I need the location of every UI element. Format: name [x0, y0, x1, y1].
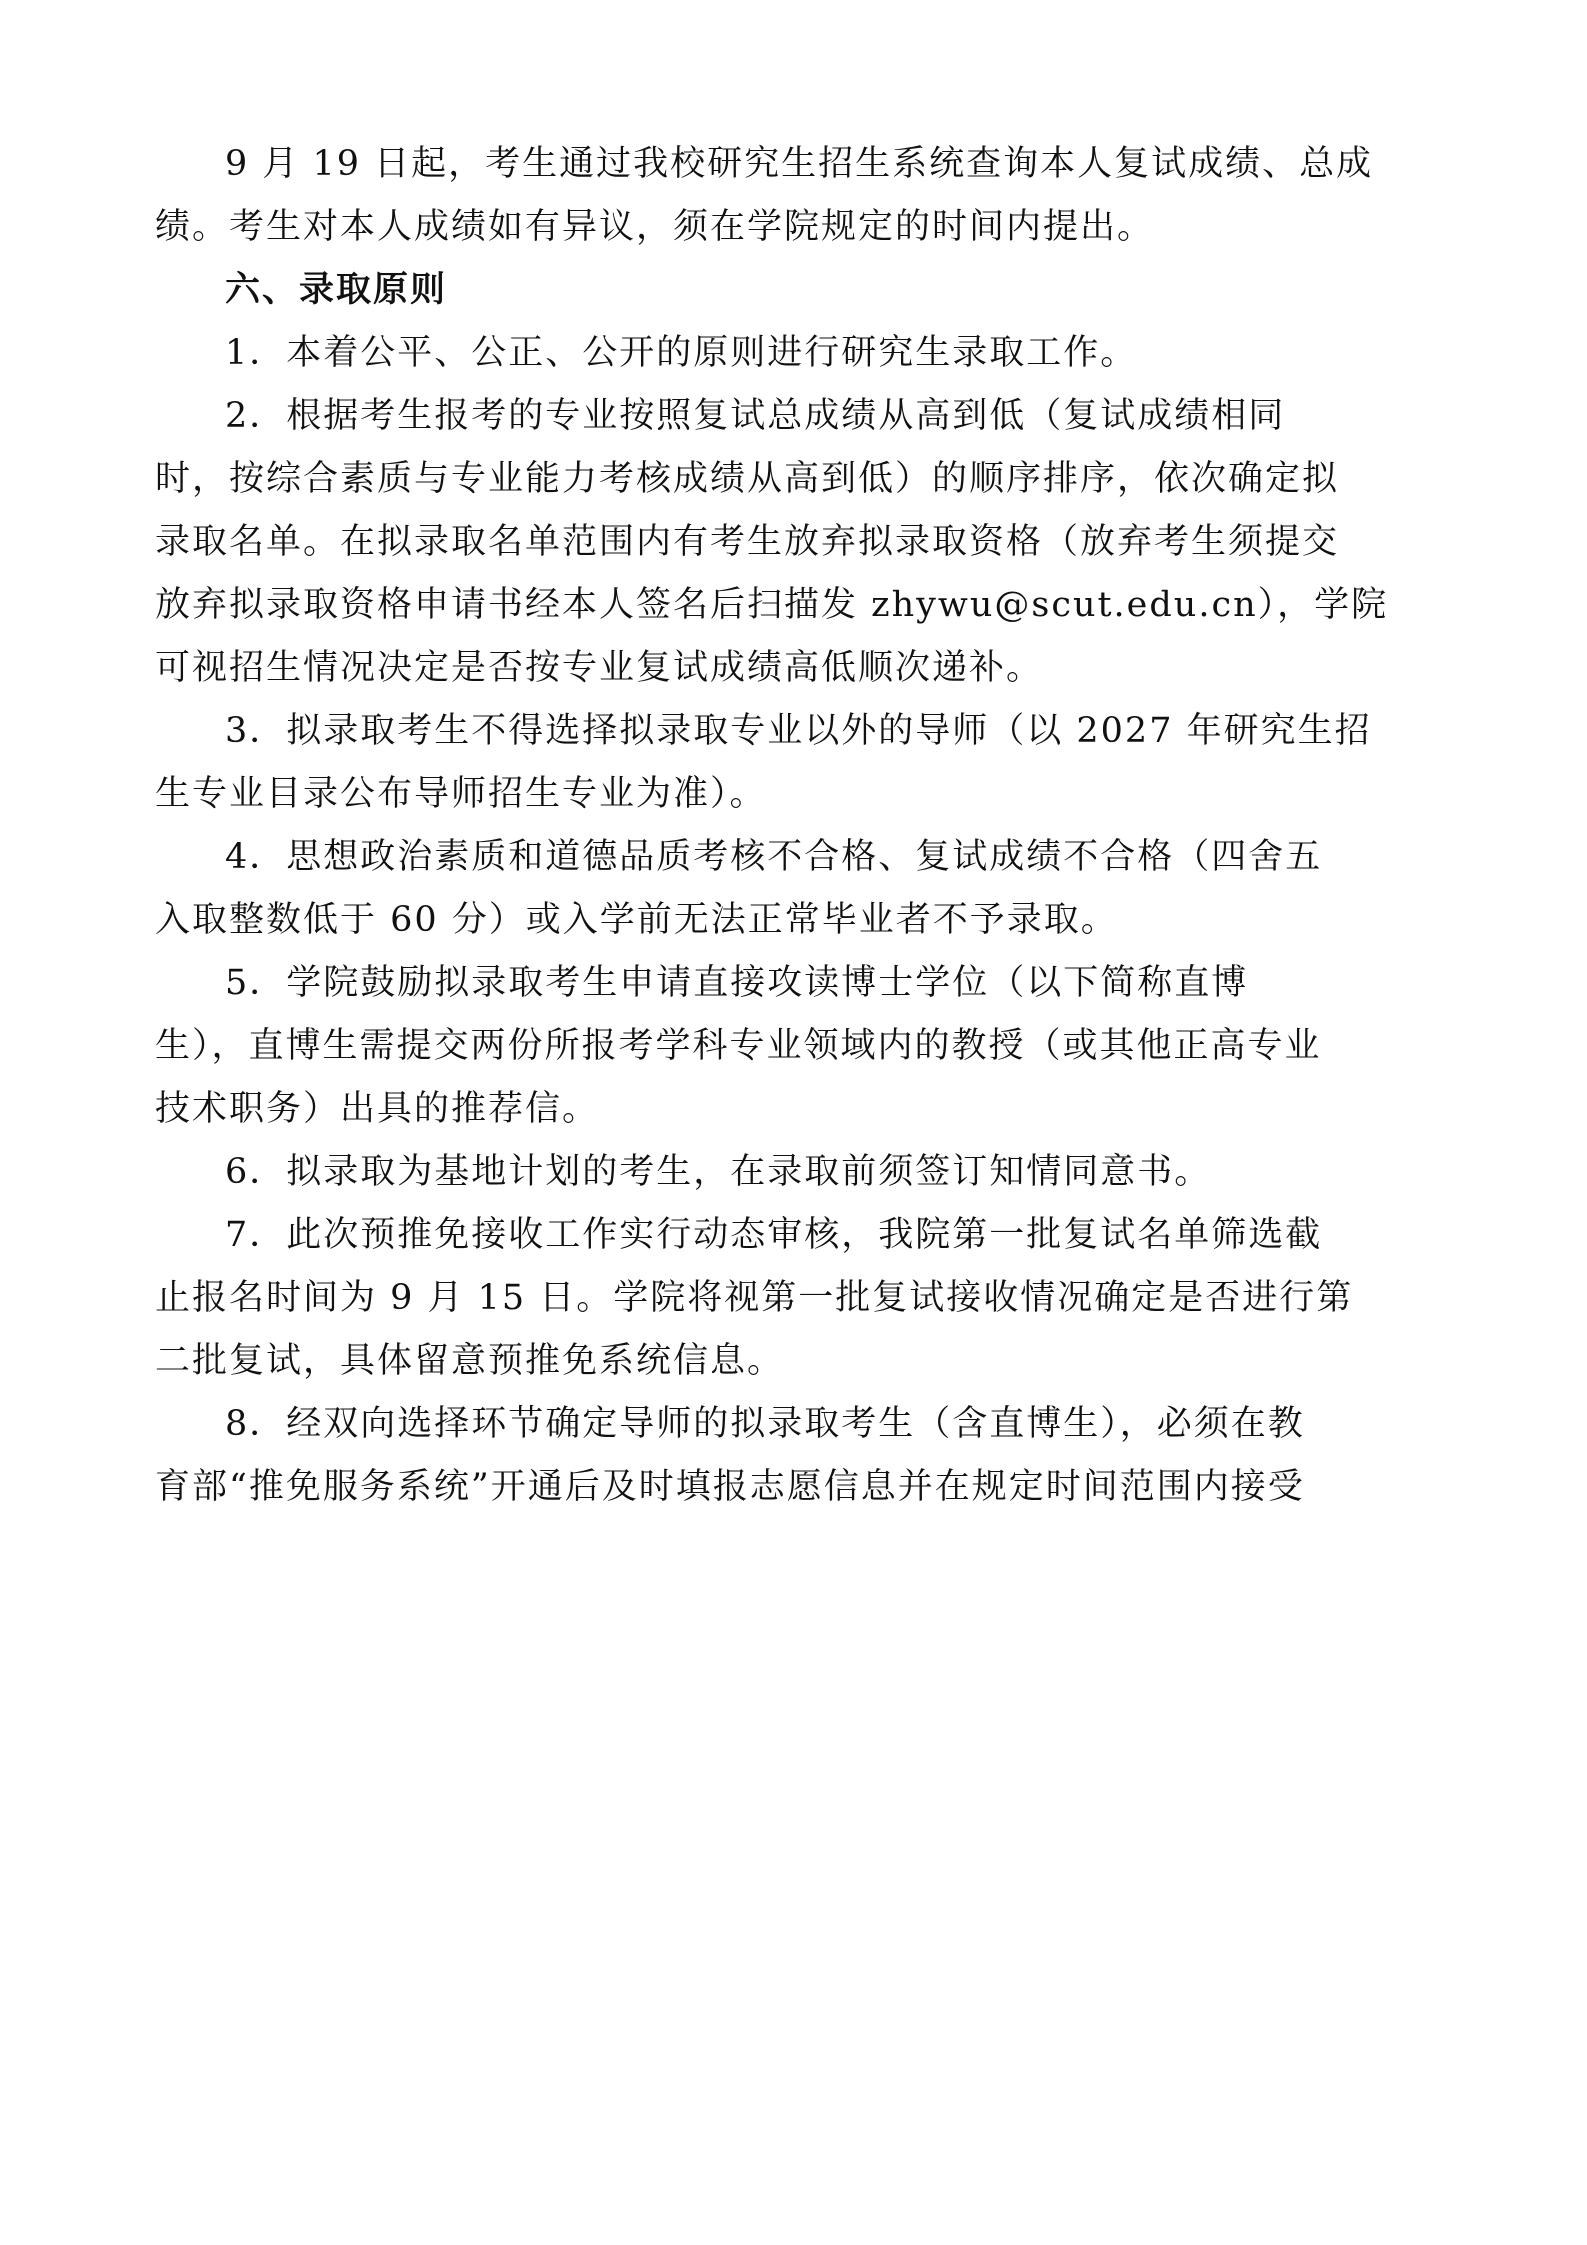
- paragraph-line: 8．经双向选择环节确定导师的拟录取考生（含直博生），必须在教: [225, 1404, 1305, 1444]
- paragraph-line: 入取整数低于 60 分）或入学前无法正常毕业者不予录取。: [155, 900, 1118, 940]
- paragraph-line: 生专业目录公布导师招生专业为准）。: [155, 774, 767, 814]
- paragraph-line: 技术职务）出具的推荐信。: [155, 1089, 600, 1129]
- paragraph-line: 1．本着公平、公正、公开的原则进行研究生录取工作。: [225, 333, 1138, 373]
- paragraph-line: 二批复试，具体留意预推免系统信息。: [155, 1341, 785, 1381]
- paragraph-line: 止报名时间为 9 月 15 日。学院将视第一批复试接收情况确定是否进行第: [155, 1278, 1354, 1318]
- section-heading: 六、录取原则: [225, 270, 448, 310]
- paragraph-line: 绩。考生对本人成绩如有异议，须在学院规定的时间内提出。: [155, 207, 1155, 247]
- paragraph-line: 时，按综合素质与专业能力考核成绩从高到低）的顺序排序，依次确定拟: [155, 459, 1340, 499]
- paragraph-line: 可视招生情况决定是否按专业复试成绩高低顺次递补。: [155, 648, 1044, 688]
- paragraph-line: 育部“推免服务系统”开通后及时填报志愿信息并在规定时间范围内接受: [155, 1467, 1305, 1507]
- paragraph-line: 6．拟录取为基地计划的考生，在录取前须签订知情同意书。: [225, 1152, 1212, 1192]
- paragraph-line: 3．拟录取考生不得选择拟录取专业以外的导师（以 2027 年研究生招: [225, 711, 1372, 751]
- paragraph-line: 9 月 19 日起，考生通过我校研究生招生系统查询本人复试成绩、总成: [225, 144, 1374, 184]
- paragraph-line: 生），直博生需提交两份所报考学科专业领域内的教授（或其他正高专业: [155, 1026, 1322, 1066]
- paragraph-line: 4．思想政治素质和道德品质考核不合格、复试成绩不合格（四舍五: [225, 837, 1323, 877]
- paragraph-line: 5．学院鼓励拟录取考生申请直接攻读博士学位（以下简称直博: [225, 963, 1249, 1003]
- paragraph-line: 2．根据考生报考的专业按照复试总成绩从高到低（复试成绩相同: [225, 396, 1286, 436]
- paragraph-line: 放弃拟录取资格申请书经本人签名后扫描发 zhywu@scut.edu.cn），学院: [155, 585, 1389, 625]
- paragraph-line: 7．此次预推免接收工作实行动态审核，我院第一批复试名单筛选截: [225, 1215, 1323, 1255]
- paragraph-line: 录取名单。在拟录取名单范围内有考生放弃拟录取资格（放弃考生须提交: [155, 522, 1340, 562]
